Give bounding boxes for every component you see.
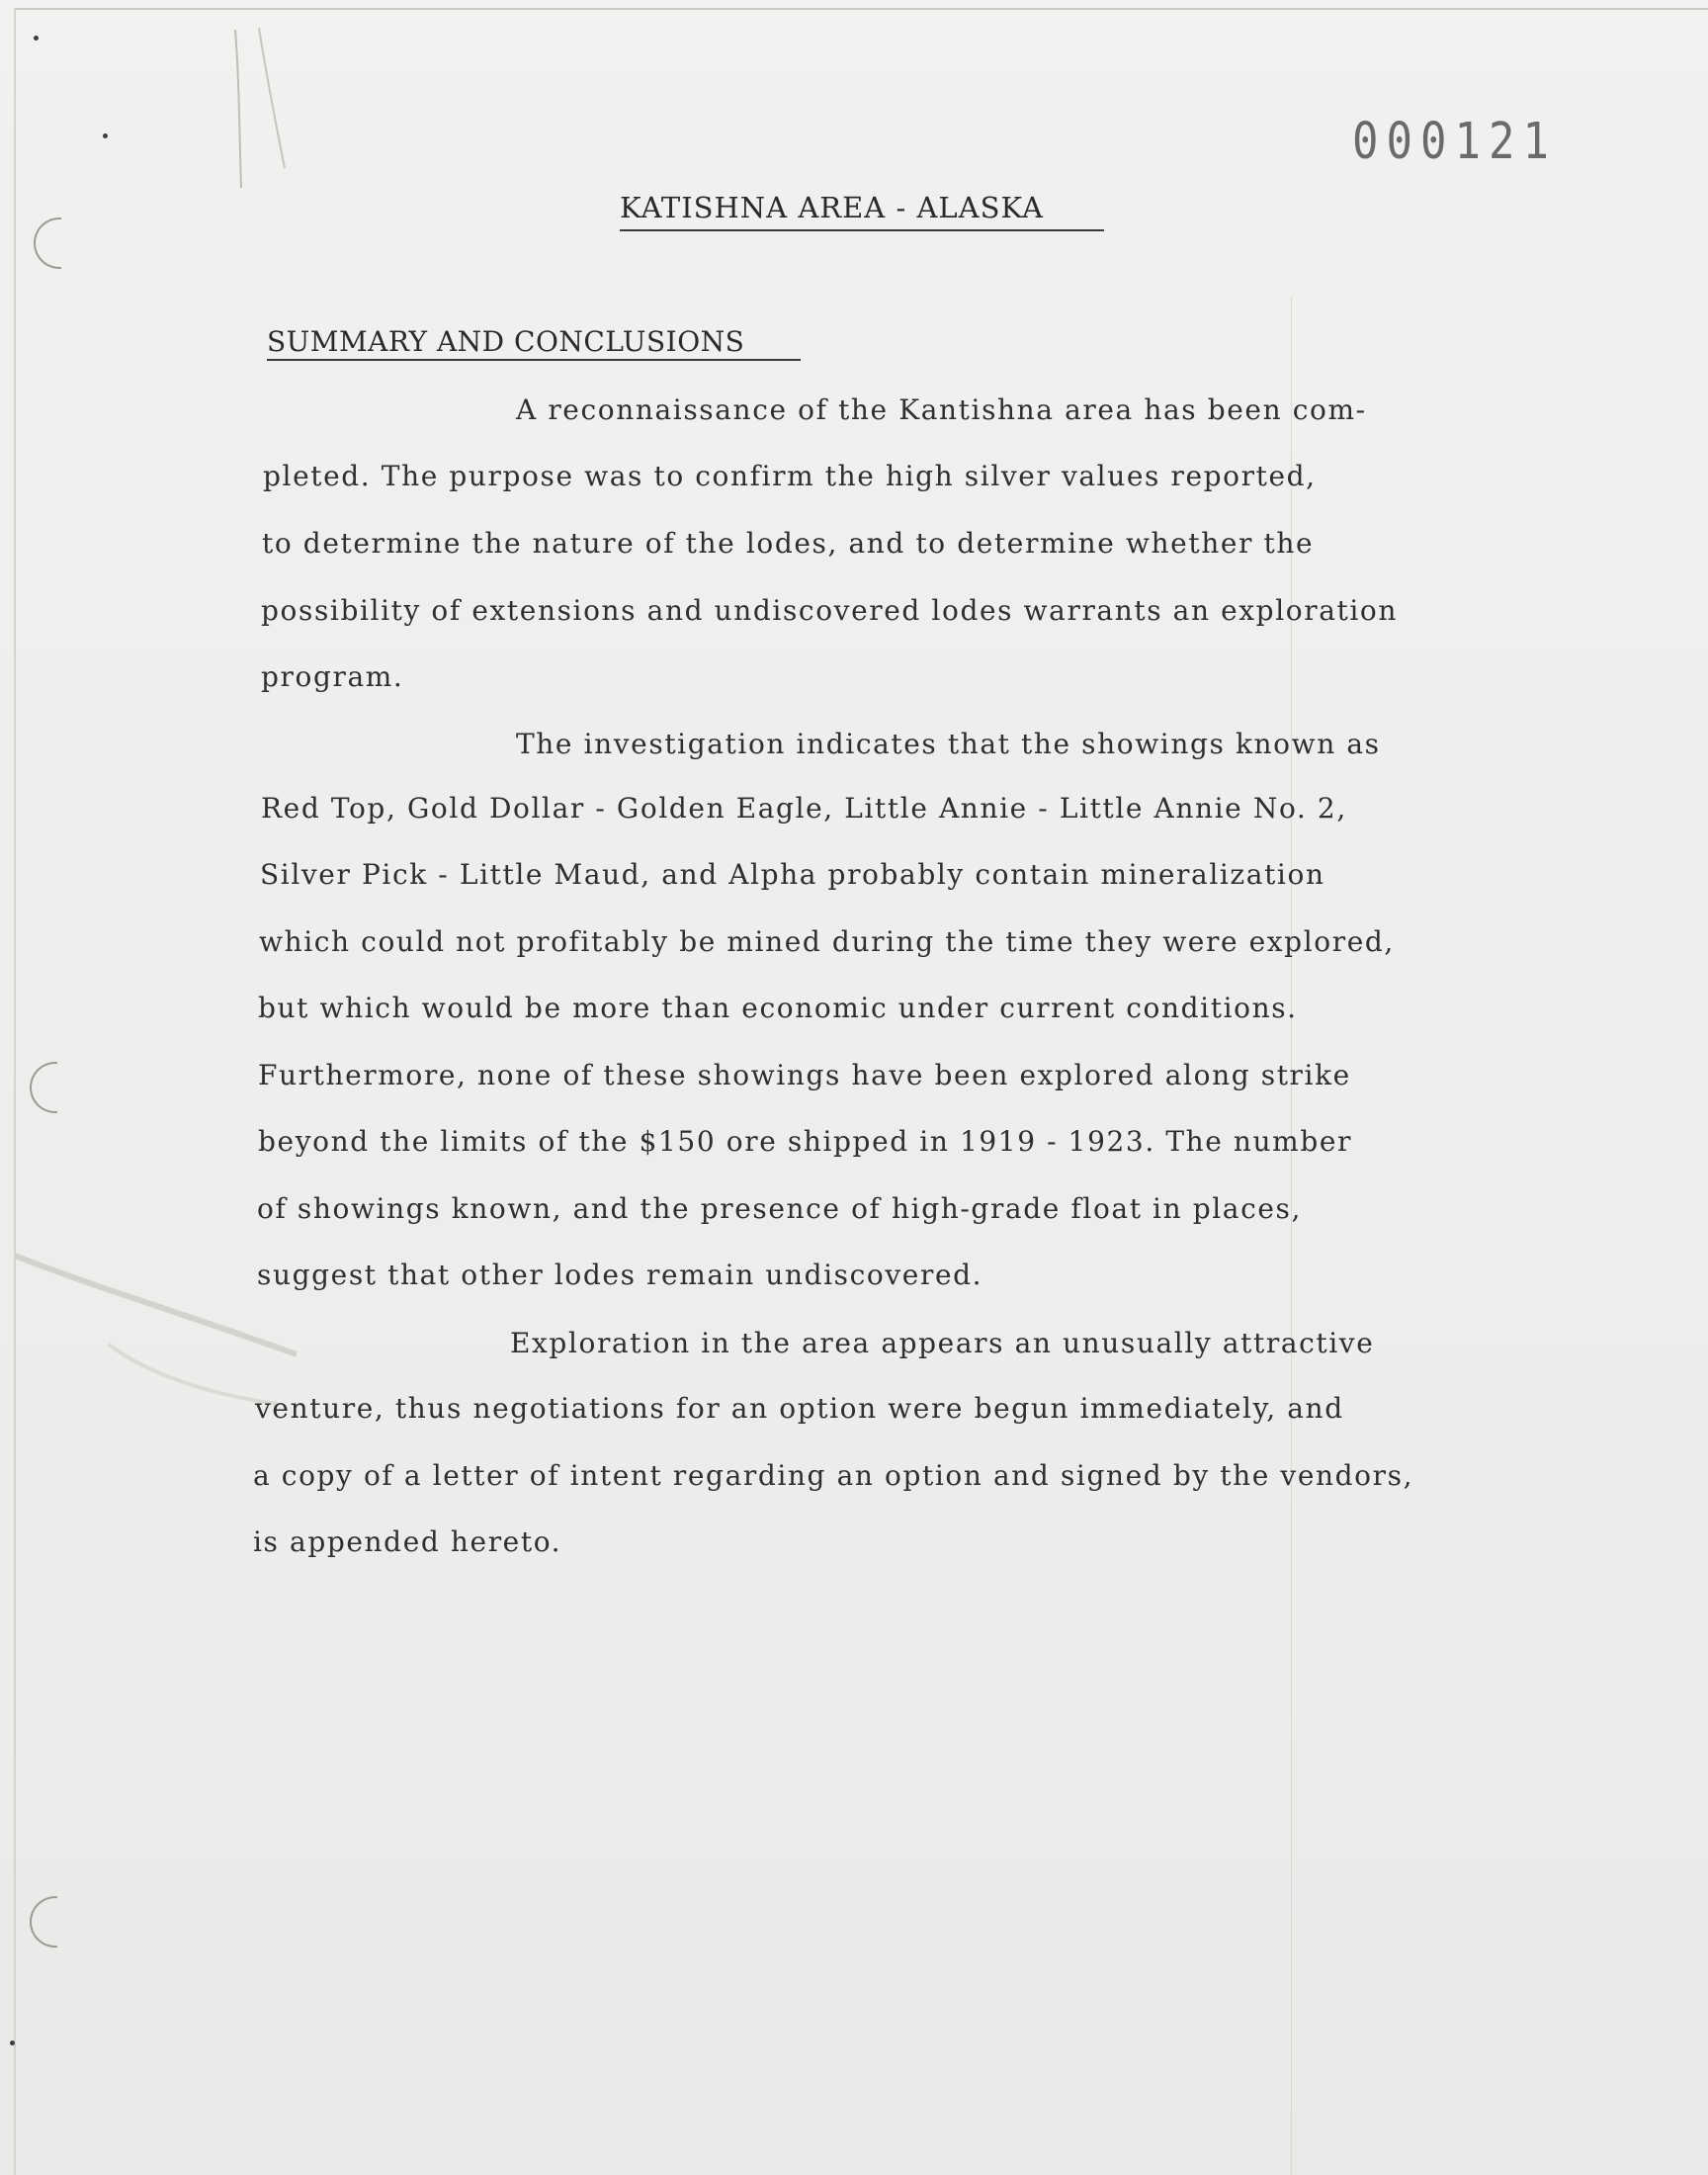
page-title: KATISHNA AREA - ALASKA bbox=[620, 191, 1044, 224]
scan-dot bbox=[34, 36, 39, 41]
binder-hole bbox=[30, 1062, 57, 1113]
paragraph-line: program. bbox=[261, 660, 404, 693]
scan-edge-top bbox=[14, 8, 1708, 10]
scan-edge-left bbox=[14, 8, 16, 2175]
section-heading: SUMMARY AND CONCLUSIONS bbox=[267, 325, 745, 358]
heading-underline bbox=[267, 359, 801, 361]
paragraph-line: a copy of a letter of intent regarding an option and signed by the vendors, bbox=[253, 1459, 1414, 1492]
scan-dot bbox=[103, 133, 108, 138]
paragraph-line: of showings known, and the presence of high-grade float in places, bbox=[257, 1192, 1303, 1225]
paragraph-line: beyond the limits of the $150 ore shipped in 1919 - 1923. The number bbox=[258, 1125, 1353, 1158]
page-number: 000121 bbox=[1352, 113, 1557, 171]
paragraph-line: but which would be more than economic under current conditions. bbox=[258, 992, 1298, 1024]
paragraph-line: to determine the nature of the lodes, and to determine whether the bbox=[262, 527, 1315, 560]
paragraph-line: The investigation indicates that the showings known as bbox=[516, 728, 1381, 760]
pencil-mark-icon bbox=[225, 20, 295, 208]
paragraph-line: is appended hereto. bbox=[253, 1525, 562, 1558]
binder-hole bbox=[30, 1896, 57, 1948]
paragraph-line: pleted. The purpose was to confirm the high silver values reported, bbox=[263, 460, 1317, 492]
paragraph-line: Red Top, Gold Dollar - Golden Eagle, Little Annie - Little Annie No. 2, bbox=[261, 792, 1347, 825]
paragraph-line: suggest that other lodes remain undiscovered. bbox=[257, 1259, 983, 1291]
paragraph-line: which could not profitably be mined during the time they were explored, bbox=[259, 925, 1395, 958]
binder-hole bbox=[34, 218, 61, 269]
paragraph-line: possibility of extensions and undiscovered lodes warrants an exploration bbox=[261, 594, 1398, 627]
title-underline bbox=[620, 229, 1104, 231]
paragraph-line: Furthermore, none of these showings have been explored along strike bbox=[258, 1059, 1351, 1091]
paragraph-line: Silver Pick - Little Maud, and Alpha probably contain mineralization bbox=[260, 858, 1325, 891]
fold-line bbox=[1291, 297, 1292, 2175]
scan-dot bbox=[10, 2041, 15, 2045]
paragraph-line: Exploration in the area appears an unusually attractive bbox=[510, 1327, 1375, 1359]
paragraph-line: A reconnaissance of the Kantishna area has been com- bbox=[516, 393, 1367, 426]
paragraph-line: venture, thus negotiations for an option were begun immediately, and bbox=[255, 1392, 1344, 1425]
